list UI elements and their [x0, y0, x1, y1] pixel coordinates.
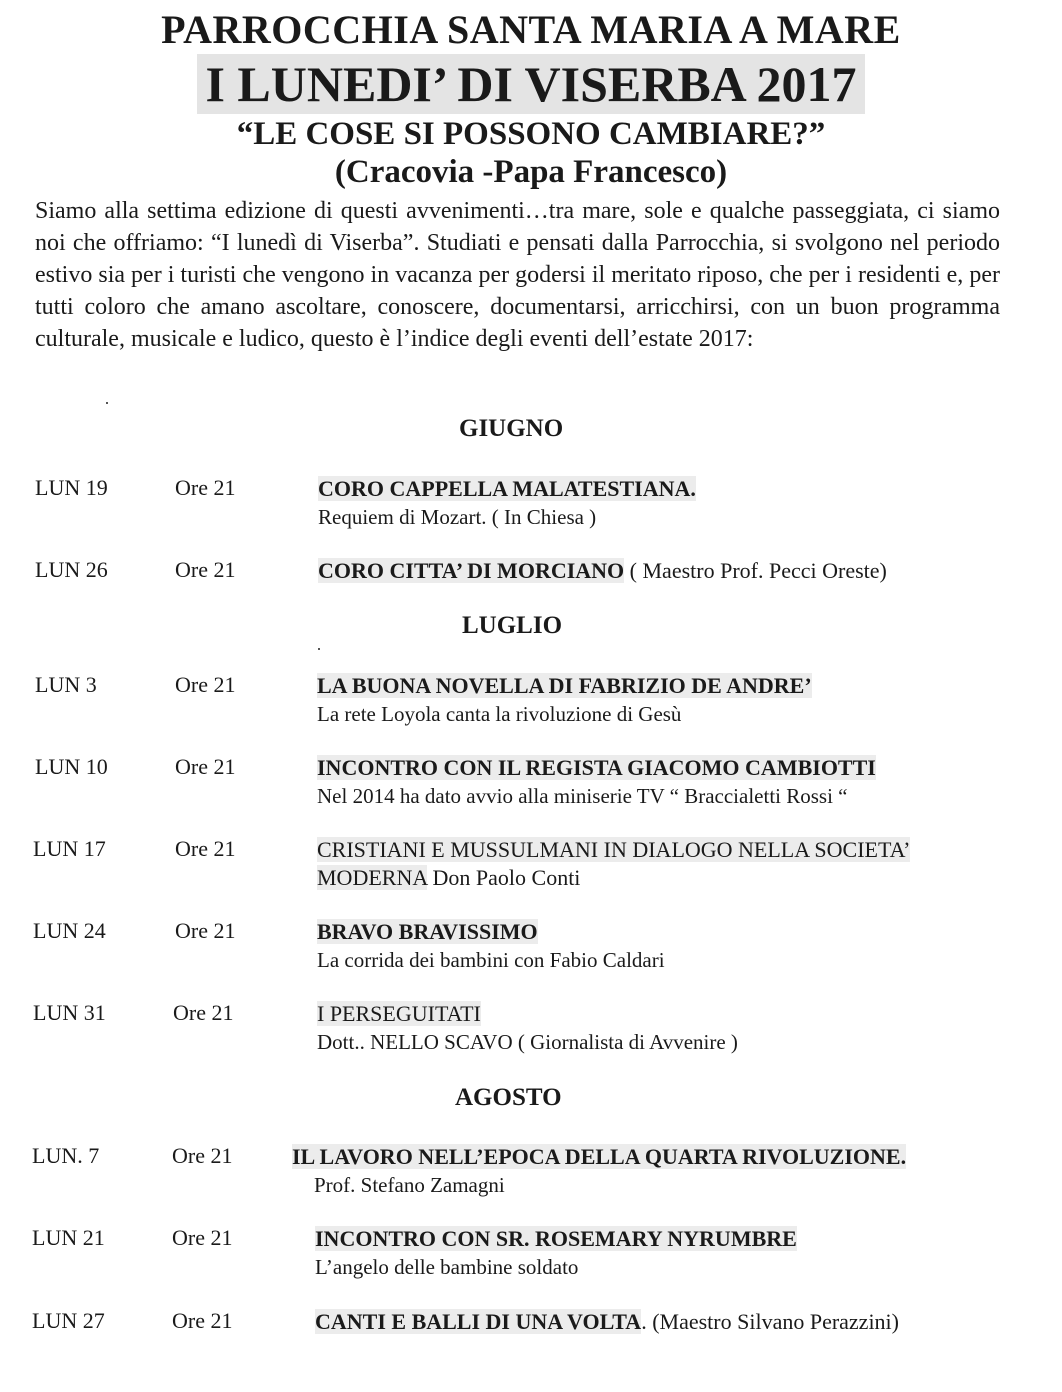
- event-description: [318, 475, 696, 531]
- event-day: LUN 26: [35, 557, 108, 582]
- event-subtitle: L’angelo delle bambine soldato: [315, 1255, 579, 1279]
- event-description: [318, 557, 887, 585]
- event-description: [317, 754, 876, 810]
- event-time: Ore 21: [172, 1143, 233, 1168]
- event-title: INCONTRO CON IL REGISTA GIACOMO CAMBIOTTI: [317, 755, 876, 780]
- month-heading-august: AGOSTO: [455, 1084, 562, 1111]
- event-title: BRAVO BRAVISSIMO: [317, 919, 538, 944]
- month-heading-june: GIUGNO: [459, 415, 564, 442]
- event-time: Ore 21: [175, 836, 236, 861]
- event-description: [317, 918, 665, 974]
- event-day: LUN 10: [35, 754, 108, 779]
- event-row: [0, 918, 1062, 988]
- event-subtitle: Requiem di Mozart. ( In Chiesa ): [318, 505, 597, 529]
- event-time: Ore 21: [175, 475, 236, 500]
- event-subtitle: Prof. Stefano Zamagni: [314, 1173, 505, 1197]
- event-title: CANTI E BALLI DI UNA VOLTA: [315, 1309, 642, 1334]
- event-note: Don Paolo Conti: [427, 865, 581, 890]
- event-row: [0, 1225, 1062, 1295]
- event-time: Ore 21: [175, 918, 236, 943]
- event-time: Ore 21: [175, 754, 236, 779]
- event-day: LUN 27: [32, 1308, 105, 1333]
- series-motto: “LE COSE SI POSSONO CAMBIARE?”: [236, 116, 826, 152]
- month-heading-july: LUGLIO: [462, 612, 563, 639]
- event-subtitle: La corrida dei bambini con Fabio Caldari: [317, 948, 665, 972]
- event-title: I PERSEGUITATI: [317, 1001, 481, 1026]
- event-title: IL LAVORO NELL’EPOCA DELLA QUARTA RIVOLUZIONE.: [292, 1144, 907, 1169]
- event-description: [317, 672, 812, 728]
- event-time: Ore 21: [173, 1000, 234, 1025]
- event-row: [0, 754, 1062, 824]
- event-row: [0, 1143, 1062, 1213]
- event-description: [317, 836, 910, 892]
- event-description: [292, 1143, 906, 1199]
- event-day: LUN 19: [35, 475, 108, 500]
- event-row: [0, 475, 1062, 545]
- event-series-title-text: I LUNEDI’ DI VISERBA 2017: [197, 54, 864, 114]
- event-description: [315, 1308, 899, 1336]
- scan-speck: [106, 402, 108, 404]
- event-time: Ore 21: [175, 672, 236, 697]
- event-day: LUN 24: [33, 918, 106, 943]
- event-day: LUN 17: [33, 836, 106, 861]
- event-time: Ore 21: [172, 1225, 233, 1250]
- event-time: Ore 21: [175, 557, 236, 582]
- event-description: [315, 1225, 797, 1281]
- event-day: LUN. 7: [32, 1143, 100, 1168]
- event-row: [0, 1308, 1062, 1378]
- event-day: LUN 21: [32, 1225, 105, 1250]
- scan-speck: [318, 648, 320, 650]
- event-subtitle: La rete Loyola canta la rivoluzione di Gesù: [317, 702, 682, 726]
- event-series-title: [0, 54, 1062, 114]
- event-subtitle: Nel 2014 ha dato avvio alla miniserie TV “ Braccialetti Rossi “: [317, 784, 848, 808]
- event-title: CORO CITTA’ DI MORCIANO: [318, 558, 625, 583]
- event-day: LUN 31: [33, 1000, 106, 1025]
- event-subtitle: Dott.. NELLO SCAVO ( Giornalista di Avvenire ): [317, 1030, 738, 1054]
- event-title: LA BUONA NOVELLA DI FABRIZIO DE ANDRE’: [317, 673, 812, 698]
- event-row: [0, 1000, 1062, 1070]
- event-row: [0, 836, 1062, 906]
- event-title-continued: MODERNA: [317, 865, 428, 890]
- event-description: [317, 1000, 738, 1056]
- event-title: INCONTRO CON SR. ROSEMARY NYRUMBRE: [315, 1226, 797, 1251]
- event-title: CORO CAPPELLA MALATESTIANA.: [318, 476, 696, 501]
- motto-source: (Cracovia -Papa Francesco): [334, 154, 728, 190]
- event-time: Ore 21: [172, 1308, 233, 1333]
- event-note: ( Maestro Prof. Pecci Oreste): [624, 558, 887, 583]
- event-row: [0, 672, 1062, 742]
- parish-name: PARROCCHIA SANTA MARIA A MARE: [161, 7, 901, 52]
- event-note: . (Maestro Silvano Perazzini): [641, 1309, 899, 1334]
- event-day: LUN 3: [35, 672, 97, 697]
- intro-paragraph: Siamo alla settima edizione di questi avvenimenti…tra mare, sole e qualche passeggiata, ci siamo noi che offriamo: “I lunedì di Viserba”. Studiati e pensati dalla Parrocchia, si svolgono nel periodo estivo sia per i turisti che vengono in vacanza per godersi il meritato riposo, che per i residenti e, per tutti coloro che amano ascoltare, conoscere, documentarsi, arricchirsi, con un buon programma culturale, musicale e ludico, questo è l’indice degli eventi dell’estate 2017:: [35, 198, 1000, 352]
- event-title: CRISTIANI E MUSSULMANI IN DIALOGO NELLA SOCIETA’: [317, 837, 911, 862]
